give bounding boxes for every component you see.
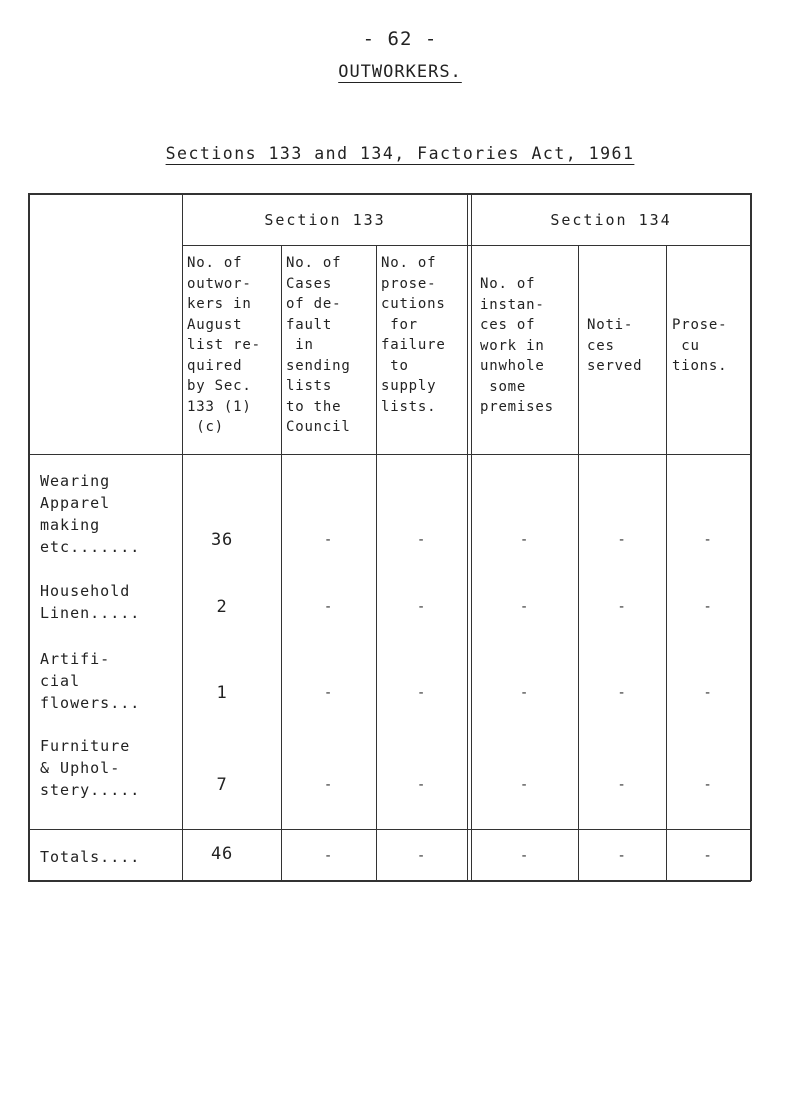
cell-total: -	[323, 848, 334, 864]
cell-value: -	[323, 777, 334, 793]
cell-value: -	[617, 685, 627, 701]
row-label-wearing-apparel: Wearing Apparel making etc.......	[40, 472, 141, 556]
col-header-notices-served: Noti- ces served	[587, 317, 643, 374]
cell-value: -	[703, 532, 713, 548]
cell-value: 36	[210, 530, 234, 550]
row-label-furniture-upholstery: Furniture & Uphol- stery.....	[40, 737, 141, 799]
totals-top-rule	[28, 829, 751, 830]
header-bottom-rule	[28, 454, 751, 455]
row-label-artificial-flowers: Artifi- cial flowers...	[40, 650, 141, 712]
table-border-bottom	[28, 880, 751, 882]
cell-total: 46	[210, 844, 234, 864]
cell-value: -	[617, 532, 627, 548]
cell-total: -	[703, 848, 713, 864]
table-border-right	[750, 193, 752, 881]
page-title: OUTWORKERS.	[338, 62, 462, 82]
cell-value: -	[416, 777, 427, 793]
cell-value: -	[323, 599, 334, 615]
section-divider-a	[467, 193, 468, 881]
cell-value: -	[416, 599, 427, 615]
group-header-section-133: Section 133	[264, 211, 386, 229]
col-header-default-cases: No. of Cases of de- fault in sending lists to the Council	[286, 255, 351, 435]
cell-value: -	[323, 685, 334, 701]
cell-value: -	[703, 777, 713, 793]
cell-value: 2	[216, 597, 228, 617]
cell-value: 1	[216, 683, 228, 703]
cell-value: -	[416, 685, 427, 701]
col-header-prosecutions: Prose- cu tions.	[672, 317, 728, 374]
cell-value: 7	[216, 775, 228, 795]
table-subtitle: Sections 133 and 134, Factories Act, 1961	[165, 144, 635, 163]
col-header-unwholesome-premises: No. of instan- ces of work in unwhole some premises	[480, 276, 554, 415]
cell-total: -	[617, 848, 627, 864]
table-border-left	[28, 193, 30, 881]
row-label-totals: Totals....	[40, 848, 141, 866]
group-header-section-134: Section 134	[550, 211, 672, 229]
cell-value: -	[323, 532, 334, 548]
col-header-outworkers: No. of outwor- kers in August list re- quired by Sec. 133 (1) (c)	[187, 255, 261, 435]
cell-value: -	[416, 532, 427, 548]
col-header-prosecutions-lists: No. of prose- cutions for failure to supply lists.	[381, 255, 446, 415]
table-border-top	[28, 193, 751, 195]
cell-value: -	[519, 532, 530, 548]
cell-value: -	[703, 599, 713, 615]
cell-total: -	[519, 848, 530, 864]
cell-value: -	[617, 777, 627, 793]
cell-value: -	[519, 777, 530, 793]
cell-value: -	[617, 599, 627, 615]
cell-total: -	[416, 848, 427, 864]
row-label-household-linen: Household Linen.....	[40, 582, 141, 622]
page-number: - 62 -	[362, 28, 438, 50]
cell-value: -	[519, 599, 530, 615]
cell-value: -	[519, 685, 530, 701]
cell-value: -	[703, 685, 713, 701]
